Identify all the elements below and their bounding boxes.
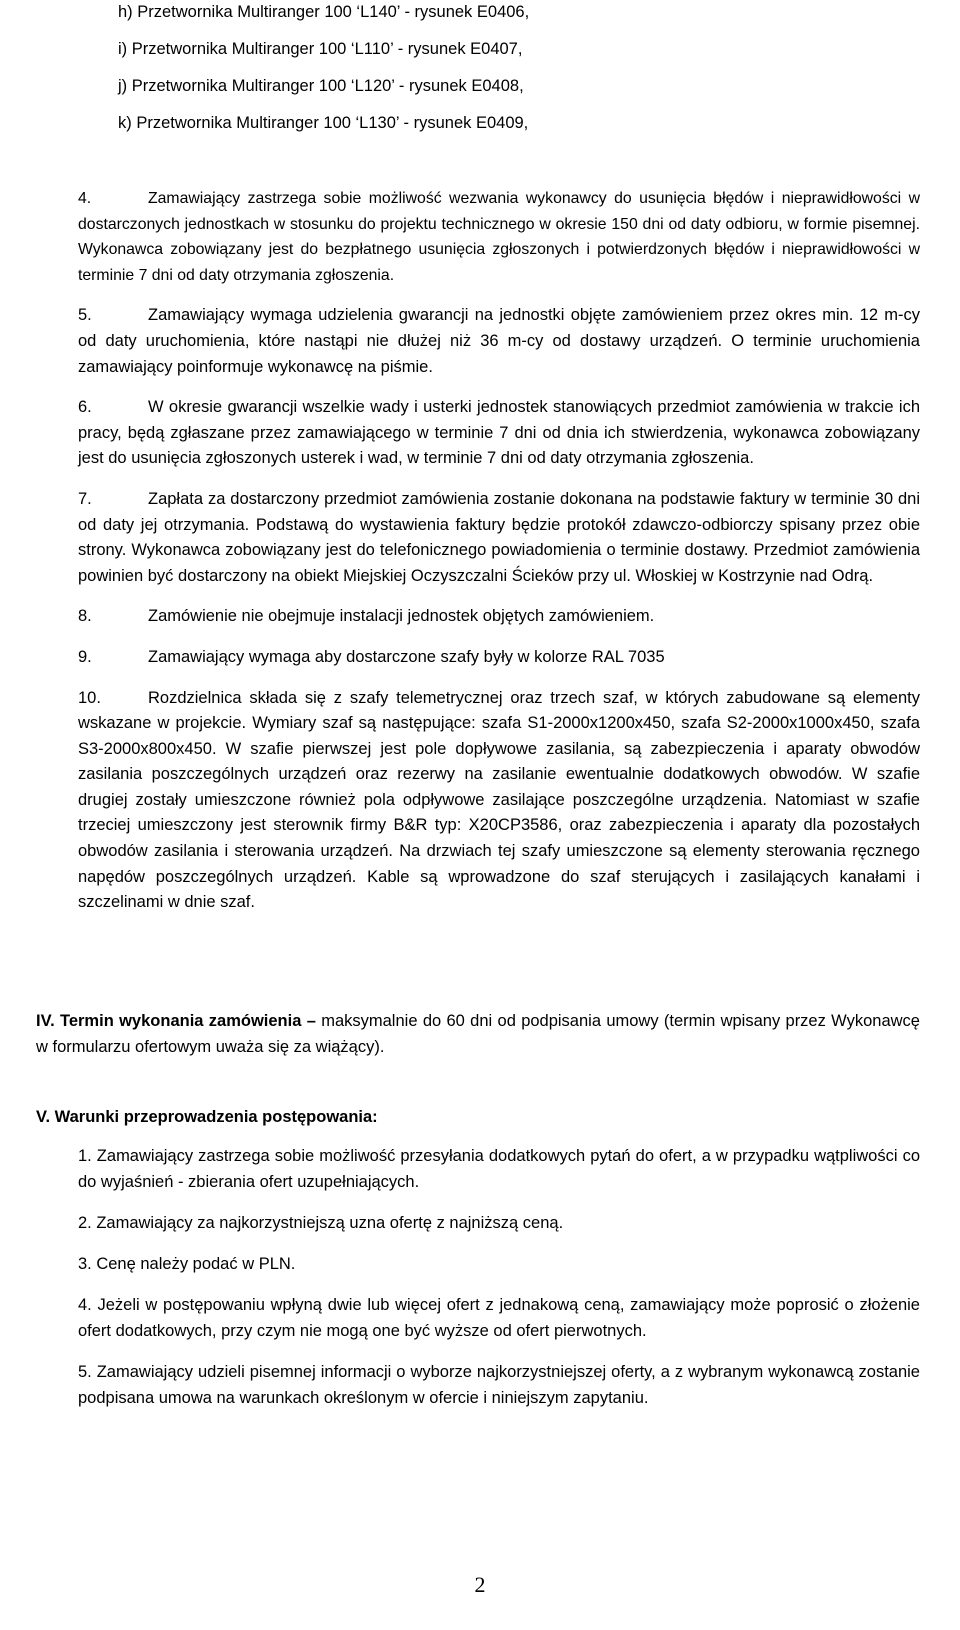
- list-item: 1. Zamawiający zastrzega sobie możliwość przesyłania dodatkowych pytań do ofert, a w przypadku wątpliwości co do wyjaśnień - zbierania ofert uzupełniających.: [78, 1147, 920, 1191]
- item-text: Zamawiający wymaga udzielenia gwarancji na jednostki objęte zamówieniem przez okres min. 12 m-cy od daty uruchomienia, które nastąpi nie dłużej niż 36 m-cy od dostawy urządzeń. O terminie uruchomienia zamawiający poinformuje wykonawcę na piśmie.: [78, 306, 920, 376]
- list-item: [78, 186, 920, 288]
- item-text: W okresie gwarancji wszelkie wady i usterki jednostek stanowiących przedmiot zamówienia w trakcie ich pracy, będą zgłaszane przez zamawiającego w terminie 7 dni od dnia ich stwierdzenia, wykonawca zobowiązany jest do usunięcia zgłoszonych usterek i wad, w terminie 7 dni od daty otrzymania zgłoszenia.: [78, 398, 920, 468]
- section-iv: [36, 1008, 920, 1060]
- list-item: 3. Cenę należy podać w PLN.: [78, 1255, 296, 1273]
- sub-list-item: k) Przetwornika Multiranger 100 ‘L130’ - rysunek E0409,: [118, 114, 529, 132]
- item-text: Zamówienie nie obejmuje instalacji jednostek objętych zamówieniem.: [148, 607, 655, 626]
- list-item: 5. Zamawiający udzieli pisemnej informacji o wyborze najkorzystniejszej oferty, a z wybranym wykonawcą zostanie podpisana umowa na warunkach określonym w ofercie i niniejszym zapytaniu.: [78, 1363, 920, 1407]
- sub-list-item: h) Przetwornika Multiranger 100 ‘L140’ - rysunek E0406,: [118, 3, 530, 21]
- list-item: 2. Zamawiający za najkorzystniejszą uzna ofertę z najniższą ceną.: [78, 1214, 564, 1232]
- item-number: 10.: [78, 688, 101, 707]
- section-iv-heading: IV. Termin wykonania zamówienia –: [36, 1012, 316, 1030]
- item-number: 6.: [78, 398, 92, 417]
- item-text: Rozdzielnica składa się z szafy telemetrycznej oraz trzech szaf, w których zabudowane są elementy wskazane w projekcie. Wymiary szaf są następujące: szafa S1-2000x1200x450, szafa S2-2000x1000x450, szafa S3-2000x800x450. W szafie pierwszej jest pole dopływowe zasilania, są zabezpieczenia i aparaty obwodów zasilania poszczególnych urządzeń oraz rezerwy na zasilanie ewentualnie dodatkowych obwodów. W szafie drugiej zostały umieszczone również pola odpływowe zasilające poszczególne urządzenia. Natomiast w szafie trzeciej umieszczony jest sterownik firmy B&R typ: X20CP3586, oraz zabezpieczenia i aparaty dla pozostałych obwodów zasilania i sterowania urządzeń. Na drzwiach tej szafy umieszczone są elementy sterowania ręcznego napędów poszczególnych urządzeń. Kable są wprowadzone do szaf sterujących i zasilających kanałami i szczelinami w dnie szaf.: [78, 688, 920, 912]
- sub-list: [118, 0, 918, 148]
- page-number: 2: [474, 1572, 486, 1597]
- item-number: 4.: [78, 190, 92, 207]
- list-item: [78, 487, 920, 589]
- item-number: 7.: [78, 489, 92, 508]
- section-iv-text: maksymalnie do 60 dni od podpisania umowy (termin wpisany przez Wykonawcę w formularzu ofertowym uważa się za wiążący).: [36, 1012, 920, 1056]
- numbered-list: [78, 186, 920, 931]
- item-number: 8.: [78, 607, 92, 626]
- item-text: Zamawiający wymaga aby dostarczone szafy były w kolorze RAL 7035: [148, 647, 665, 666]
- item-number: 9.: [78, 647, 92, 666]
- section-v-list: [78, 1143, 920, 1426]
- item-text: Zapłata za dostarczony przedmiot zamówienia zostanie dokonana na podstawie faktury w terminie 30 dni od daty jej otrzymania. Podstawą do wystawienia faktury będzie protokół zdawczo-odbiorczy spisany przez obie strony. Wykonawca zobowiązany jest do telefonicznego powiadomienia o terminie dostawy. Przedmiot zamówienia powinien być dostarczony na obiekt Miejskiej Oczyszczalni Ścieków przy ul. Włoskiej w Kostrzynie nad Odrą.: [78, 489, 920, 585]
- list-item: 4. Jeżeli w postępowaniu wpłyną dwie lub więcej ofert z jednakową ceną, zamawiający może poprosić o złożenie ofert dodatkowych, przy czym nie mogą one być wyższe od ofert pierwotnych.: [78, 1296, 920, 1340]
- section-v-title: V. Warunki przeprowadzenia postępowania:: [36, 1108, 378, 1126]
- list-item: [78, 604, 920, 630]
- list-item: [78, 395, 920, 472]
- section-v-heading: [36, 1104, 920, 1130]
- list-item: [78, 303, 920, 380]
- sub-list-item: i) Przetwornika Multiranger 100 ‘L110’ - rysunek E0407,: [118, 40, 523, 58]
- item-number: 5.: [78, 306, 92, 325]
- list-item: [78, 686, 920, 916]
- list-item: [78, 645, 920, 671]
- sub-list-item: j) Przetwornika Multiranger 100 ‘L120’ - rysunek E0408,: [118, 77, 524, 95]
- item-text: Zamawiający zastrzega sobie możliwość wezwania wykonawcy do usunięcia błędów i nieprawidłowości w dostarczonych jednostkach w stosunku do projektu technicznego w okresie 150 dni od daty odbioru, w formie pisemnej. Wykonawca zobowiązany jest do bezpłatnego usunięcia zgłoszonych i potwierdzonych błędów i nieprawidłowości w terminie 7 dni od daty otrzymania zgłoszenia.: [78, 190, 920, 284]
